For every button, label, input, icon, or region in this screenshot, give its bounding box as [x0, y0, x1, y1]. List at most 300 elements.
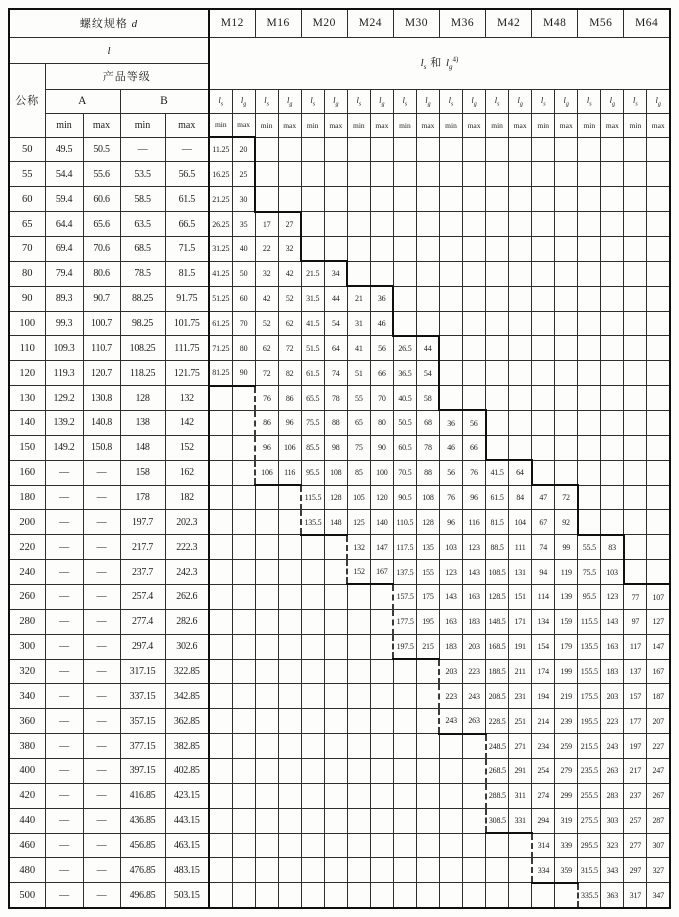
lg-max-cell-m36 — [463, 361, 486, 386]
ls-min-cell-m64 — [624, 311, 647, 336]
lg-max-cell-m30: 108 — [416, 485, 439, 510]
ls-min-cell-m24 — [347, 833, 370, 858]
grade-b-max-cell: — — [165, 137, 209, 162]
ls-min-cell-m56: 215.5 — [578, 734, 601, 759]
grade-a-min-cell: — — [45, 609, 83, 634]
lg-max-cell-m36: 143 — [463, 560, 486, 585]
grade-b-max-cell: 242.3 — [165, 560, 209, 585]
ls-min-cell-m12 — [209, 634, 232, 659]
footnote-ref: 4) — [452, 55, 459, 64]
lg-max-cell-m48: 159 — [555, 609, 578, 634]
lg-max-cell-m42 — [509, 286, 532, 311]
lg-max-cell-m48: 199 — [555, 659, 578, 684]
lg-max-cell-m12 — [232, 858, 255, 883]
table-header — [9, 9, 670, 137]
table-row — [9, 236, 670, 261]
table-row — [9, 808, 670, 833]
header-max-m20: max — [324, 113, 347, 137]
lg-max-cell-m64: 187 — [647, 684, 670, 709]
lg-max-cell-m20: 108 — [324, 460, 347, 485]
lg-max-cell-m56: 303 — [601, 808, 624, 833]
lg-max-cell-m20: 148 — [324, 510, 347, 535]
ls-min-cell-m36: 203 — [439, 659, 462, 684]
ls-min-cell-m64 — [624, 361, 647, 386]
lg-max-cell-m64 — [647, 336, 670, 361]
table-row — [9, 137, 670, 162]
header-min-m42: min — [486, 113, 509, 137]
ls-min-cell-m42 — [486, 336, 509, 361]
lg-max-cell-m16 — [278, 187, 301, 212]
lg-max-cell-m36: 96 — [463, 485, 486, 510]
lg-max-cell-m64 — [647, 435, 670, 460]
grade-a-max-cell: 80.6 — [83, 261, 120, 286]
grade-b-max-cell: 262.6 — [165, 584, 209, 609]
grade-b-max-cell: 56.5 — [165, 162, 209, 187]
ls-min-cell-m36: 183 — [439, 634, 462, 659]
lg-max-cell-m12: 20 — [232, 137, 255, 162]
lg-max-cell-m20: 74 — [324, 361, 347, 386]
lg-max-cell-m20: 34 — [324, 261, 347, 286]
ls-min-cell-m64 — [624, 410, 647, 435]
lg-max-cell-m64 — [647, 286, 670, 311]
lg-max-cell-m16 — [278, 883, 301, 908]
table-row — [9, 286, 670, 311]
grade-a-min-cell: — — [45, 560, 83, 585]
lg-max-cell-m36 — [463, 734, 486, 759]
ls-min-cell-m48 — [532, 286, 555, 311]
ls-min-cell-m42: 41.5 — [486, 460, 509, 485]
lg-max-cell-m36: 116 — [463, 510, 486, 535]
ls-min-cell-m24: 65 — [347, 410, 370, 435]
header-max-m16: max — [278, 113, 301, 137]
lg-max-cell-m36: 123 — [463, 535, 486, 560]
ls-min-cell-m20 — [301, 236, 324, 261]
ls-min-cell-m16 — [255, 162, 278, 187]
lg-max-cell-m42 — [509, 137, 532, 162]
ls-min-cell-m24 — [347, 584, 370, 609]
grade-b-max-cell: 61.5 — [165, 187, 209, 212]
header-size-m16: M16 — [255, 9, 301, 37]
ls-min-cell-m36: 223 — [439, 684, 462, 709]
ls-min-cell-m64 — [624, 535, 647, 560]
lg-max-cell-m64 — [647, 311, 670, 336]
lg-max-cell-m42: 64 — [509, 460, 532, 485]
header-max-m48: max — [555, 113, 578, 137]
lg-max-cell-m20 — [324, 236, 347, 261]
lg-max-cell-m30 — [416, 311, 439, 336]
lg-max-cell-m12 — [232, 584, 255, 609]
ls-min-cell-m42 — [486, 883, 509, 908]
lg-max-cell-m16 — [278, 162, 301, 187]
lg-max-cell-m48: 259 — [555, 734, 578, 759]
ls-min-cell-m56: 275.5 — [578, 808, 601, 833]
nominal-cell: 280 — [9, 609, 45, 634]
grade-a-min-cell: — — [45, 510, 83, 535]
ls-min-cell-m48: 314 — [532, 833, 555, 858]
lg-max-cell-m20 — [324, 808, 347, 833]
lg-max-cell-m56 — [601, 386, 624, 411]
ls-min-cell-m64: 277 — [624, 833, 647, 858]
ls-min-cell-m64 — [624, 336, 647, 361]
ls-min-cell-m20 — [301, 584, 324, 609]
lg-max-cell-m12 — [232, 410, 255, 435]
lg-max-cell-m30: 68 — [416, 410, 439, 435]
ls-min-cell-m56 — [578, 510, 601, 535]
lg-max-cell-m42: 251 — [509, 709, 532, 734]
header-size-m20: M20 — [301, 9, 347, 37]
grade-a-max-cell: 150.8 — [83, 435, 120, 460]
nominal-cell: 55 — [9, 162, 45, 187]
ls-min-cell-m42 — [486, 435, 509, 460]
lg-max-cell-m30 — [416, 783, 439, 808]
table-row — [9, 709, 670, 734]
lg-max-cell-m12 — [232, 659, 255, 684]
lg-max-cell-m16: 96 — [278, 410, 301, 435]
lg-max-cell-m56 — [601, 435, 624, 460]
lg-max-cell-m64 — [647, 535, 670, 560]
lg-max-cell-m48 — [555, 883, 578, 908]
header-max-m42: max — [509, 113, 532, 137]
ls-min-cell-m30: 177.5 — [393, 609, 416, 634]
lg-max-cell-m20: 78 — [324, 386, 347, 411]
ls-min-cell-m12 — [209, 734, 232, 759]
ls-min-cell-m56 — [578, 386, 601, 411]
lg-max-cell-m56: 343 — [601, 858, 624, 883]
ls-min-cell-m36: 123 — [439, 560, 462, 585]
grade-b-min-cell: 138 — [120, 410, 165, 435]
header-lg-m24: $l_g$ — [370, 89, 393, 113]
lg-max-cell-m64: 207 — [647, 709, 670, 734]
ls-min-cell-m36 — [439, 187, 462, 212]
ls-min-cell-m56 — [578, 261, 601, 286]
header-ls-m64: $l_s$ — [624, 89, 647, 113]
ls-min-cell-m42: 61.5 — [486, 485, 509, 510]
lg-max-cell-m16 — [278, 709, 301, 734]
header-lg-m12: $l_g$ — [232, 89, 255, 113]
grade-b-min-cell: 78.5 — [120, 261, 165, 286]
grade-b-max-cell: 463.15 — [165, 833, 209, 858]
ls-min-cell-m20 — [301, 634, 324, 659]
lg-max-cell-m36 — [463, 883, 486, 908]
grade-a-min-cell: 149.2 — [45, 435, 83, 460]
lg-max-cell-m56: 283 — [601, 783, 624, 808]
lg-max-cell-m56 — [601, 460, 624, 485]
ls-min-cell-m48 — [532, 261, 555, 286]
grade-a-max-cell: 130.8 — [83, 386, 120, 411]
ls-min-cell-m36 — [439, 286, 462, 311]
ls-min-cell-m42 — [486, 137, 509, 162]
ls-min-cell-m36 — [439, 808, 462, 833]
ls-min-cell-m20: 85.5 — [301, 435, 324, 460]
lg-max-cell-m56: 163 — [601, 634, 624, 659]
ls-min-cell-m20: 51.5 — [301, 336, 324, 361]
ls-min-cell-m56: 335.5 — [578, 883, 601, 908]
ls-min-cell-m56: 295.5 — [578, 833, 601, 858]
table-row — [9, 386, 670, 411]
lg-max-cell-m48 — [555, 386, 578, 411]
ls-min-cell-m56 — [578, 286, 601, 311]
header-ls-m16: $l_s$ — [255, 89, 278, 113]
thread-spec-label: 螺纹规格 — [79, 18, 128, 31]
lg-max-cell-m36 — [463, 783, 486, 808]
lg-max-cell-m12: 50 — [232, 261, 255, 286]
ls-min-cell-m30: 40.5 — [393, 386, 416, 411]
ls-min-cell-m12 — [209, 435, 232, 460]
grade-b-min-cell: 456.85 — [120, 833, 165, 858]
dimension-table — [8, 8, 671, 909]
lg-max-cell-m20 — [324, 659, 347, 684]
lg-max-cell-m42: 231 — [509, 684, 532, 709]
grade-a-min-cell: — — [45, 684, 83, 709]
ls-min-cell-m16: 96 — [255, 435, 278, 460]
lg-max-cell-m48 — [555, 336, 578, 361]
header-max-m24: max — [370, 113, 393, 137]
grade-b-max-cell: 132 — [165, 386, 209, 411]
grade-a-min-cell: 64.4 — [45, 212, 83, 237]
lg-max-cell-m36: 66 — [463, 435, 486, 460]
ls-min-cell-m24 — [347, 734, 370, 759]
ls-min-cell-m30: 60.5 — [393, 435, 416, 460]
ls-min-cell-m30: 157.5 — [393, 584, 416, 609]
ls-min-cell-m48 — [532, 883, 555, 908]
ls-min-cell-m64 — [624, 286, 647, 311]
nominal-cell: 380 — [9, 734, 45, 759]
lg-max-cell-m42 — [509, 833, 532, 858]
ls-min-cell-m56 — [578, 435, 601, 460]
ls-min-cell-m24 — [347, 709, 370, 734]
ls-min-cell-m56: 315.5 — [578, 858, 601, 883]
header-min-m16: min — [255, 113, 278, 137]
ls-min-cell-m24 — [347, 808, 370, 833]
header-lg-m56: $l_g$ — [601, 89, 624, 113]
ls-min-cell-m36 — [439, 883, 462, 908]
lg-max-cell-m64: 167 — [647, 659, 670, 684]
grade-a-max-cell: — — [83, 709, 120, 734]
ls-min-cell-m64 — [624, 187, 647, 212]
ls-min-cell-m16: 32 — [255, 261, 278, 286]
header-product-grade: 产品等级 — [45, 63, 209, 89]
lg-max-cell-m16 — [278, 560, 301, 585]
lg-max-cell-m36 — [463, 286, 486, 311]
ls-min-cell-m16 — [255, 858, 278, 883]
lg-max-cell-m42 — [509, 858, 532, 883]
ls-min-cell-m30 — [393, 261, 416, 286]
grade-b-min-cell: — — [120, 137, 165, 162]
lg-max-cell-m30: 195 — [416, 609, 439, 634]
ls-min-cell-m24 — [347, 758, 370, 783]
grade-b-max-cell: 222.3 — [165, 535, 209, 560]
lg-max-cell-m48: 92 — [555, 510, 578, 535]
lg-label: l — [445, 57, 450, 70]
ls-min-cell-m24 — [347, 684, 370, 709]
grade-a-max-cell: — — [83, 510, 120, 535]
grade-b-max-cell: 182 — [165, 485, 209, 510]
grade-b-max-cell: 402.85 — [165, 758, 209, 783]
header-size-m30: M30 — [393, 9, 439, 37]
lg-max-cell-m24 — [370, 684, 393, 709]
lg-max-cell-m48 — [555, 286, 578, 311]
grade-a-max-cell: — — [83, 634, 120, 659]
lg-max-cell-m16: 42 — [278, 261, 301, 286]
ls-min-cell-m12: 21.25 — [209, 187, 232, 212]
ls-min-cell-m30 — [393, 858, 416, 883]
ls-min-cell-m56 — [578, 410, 601, 435]
lg-max-cell-m56 — [601, 311, 624, 336]
nominal-cell: 160 — [9, 460, 45, 485]
grade-a-min-cell: 119.3 — [45, 361, 83, 386]
ls-min-cell-m64 — [624, 162, 647, 187]
ls-min-cell-m56 — [578, 236, 601, 261]
table-row — [9, 435, 670, 460]
ls-min-cell-m56 — [578, 485, 601, 510]
lg-max-cell-m36 — [463, 833, 486, 858]
lg-max-cell-m20 — [324, 162, 347, 187]
grade-b-max-cell: 71.5 — [165, 236, 209, 261]
ls-min-cell-m48: 234 — [532, 734, 555, 759]
ls-min-cell-m48: 334 — [532, 858, 555, 883]
ls-min-cell-m20: 65.5 — [301, 386, 324, 411]
ls-min-cell-m56: 255.5 — [578, 783, 601, 808]
lg-max-cell-m24: 66 — [370, 361, 393, 386]
ls-min-cell-m48 — [532, 311, 555, 336]
table-row — [9, 659, 670, 684]
table-row — [9, 311, 670, 336]
ls-min-cell-m30 — [393, 137, 416, 162]
ls-min-cell-m30: 50.5 — [393, 410, 416, 435]
lg-max-cell-m56 — [601, 187, 624, 212]
lg-max-cell-m12 — [232, 883, 255, 908]
lg-max-cell-m24 — [370, 634, 393, 659]
lg-max-cell-m12: 70 — [232, 311, 255, 336]
ls-min-cell-m42: 88.5 — [486, 535, 509, 560]
grade-a-min-cell: — — [45, 535, 83, 560]
lg-max-cell-m64 — [647, 187, 670, 212]
ls-min-cell-m42 — [486, 386, 509, 411]
ls-min-cell-m42: 208.5 — [486, 684, 509, 709]
ls-min-cell-m30: 90.5 — [393, 485, 416, 510]
lg-max-cell-m36 — [463, 261, 486, 286]
grade-a-max-cell: 100.7 — [83, 311, 120, 336]
header-b-min: min — [120, 113, 165, 137]
ls-min-cell-m42 — [486, 833, 509, 858]
table-row — [9, 410, 670, 435]
grade-b-max-cell: 282.6 — [165, 609, 209, 634]
lg-max-cell-m56: 223 — [601, 709, 624, 734]
grade-b-min-cell: 257.4 — [120, 584, 165, 609]
lg-max-cell-m12 — [232, 783, 255, 808]
grade-a-min-cell: 139.2 — [45, 410, 83, 435]
grade-b-min-cell: 237.7 — [120, 560, 165, 585]
lg-max-cell-m30 — [416, 808, 439, 833]
ls-min-cell-m30 — [393, 684, 416, 709]
lg-max-cell-m42: 271 — [509, 734, 532, 759]
table-row — [9, 162, 670, 187]
table-row — [9, 758, 670, 783]
grade-b-min-cell: 53.5 — [120, 162, 165, 187]
lg-max-cell-m24 — [370, 137, 393, 162]
lg-max-cell-m16: 27 — [278, 212, 301, 237]
ls-min-cell-m16: 86 — [255, 410, 278, 435]
lg-max-cell-m24 — [370, 783, 393, 808]
grade-a-max-cell: — — [83, 560, 120, 585]
lg-max-cell-m12 — [232, 758, 255, 783]
ls-min-cell-m48 — [532, 162, 555, 187]
ls-min-cell-m64: 297 — [624, 858, 647, 883]
ls-min-cell-m12: 31.25 — [209, 236, 232, 261]
ls-min-cell-m30 — [393, 311, 416, 336]
lg-max-cell-m48 — [555, 212, 578, 237]
lg-max-cell-m16: 72 — [278, 336, 301, 361]
ls-min-cell-m12 — [209, 460, 232, 485]
ls-min-cell-m56 — [578, 460, 601, 485]
ls-min-cell-m48: 214 — [532, 709, 555, 734]
ls-min-cell-m12: 81.25 — [209, 361, 232, 386]
grade-a-min-cell: 79.4 — [45, 261, 83, 286]
lg-max-cell-m16 — [278, 659, 301, 684]
header-ls-m20: $l_s$ — [301, 89, 324, 113]
lg-max-cell-m42 — [509, 336, 532, 361]
lg-max-cell-m48: 299 — [555, 783, 578, 808]
lg-max-cell-m12 — [232, 734, 255, 759]
header-size-m48: M48 — [532, 9, 578, 37]
lg-max-cell-m56: 323 — [601, 833, 624, 858]
ls-min-cell-m56: 195.5 — [578, 709, 601, 734]
ls-min-cell-m56: 95.5 — [578, 584, 601, 609]
ls-min-cell-m24 — [347, 212, 370, 237]
lg-max-cell-m16 — [278, 684, 301, 709]
ls-min-cell-m56: 75.5 — [578, 560, 601, 585]
lg-max-cell-m12: 90 — [232, 361, 255, 386]
ls-min-cell-m42: 188.5 — [486, 659, 509, 684]
header-ls-m48: $l_s$ — [532, 89, 555, 113]
ls-min-cell-m36 — [439, 311, 462, 336]
grade-b-max-cell: 142 — [165, 410, 209, 435]
table-row — [9, 833, 670, 858]
ls-min-cell-m36 — [439, 212, 462, 237]
table-row — [9, 609, 670, 634]
grade-a-max-cell: — — [83, 783, 120, 808]
lg-max-cell-m36 — [463, 187, 486, 212]
lg-max-cell-m20 — [324, 560, 347, 585]
lg-max-cell-m42 — [509, 361, 532, 386]
ls-min-cell-m30 — [393, 833, 416, 858]
ls-min-cell-m16: 17 — [255, 212, 278, 237]
grade-b-min-cell: 68.5 — [120, 236, 165, 261]
ls-min-cell-m20 — [301, 734, 324, 759]
ls-min-cell-m16: 52 — [255, 311, 278, 336]
ls-min-cell-m20 — [301, 709, 324, 734]
grade-b-min-cell: 178 — [120, 485, 165, 510]
ls-min-cell-m12: 11.25 — [209, 137, 232, 162]
grade-b-min-cell: 277.4 — [120, 609, 165, 634]
ls-min-cell-m16 — [255, 659, 278, 684]
lg-max-cell-m64 — [647, 510, 670, 535]
lg-max-cell-m48 — [555, 460, 578, 485]
grade-a-max-cell: — — [83, 883, 120, 908]
grade-a-min-cell: — — [45, 709, 83, 734]
lg-max-cell-m56 — [601, 236, 624, 261]
table-row — [9, 883, 670, 908]
header-grade-a: A — [45, 89, 120, 113]
ls-min-cell-m20 — [301, 137, 324, 162]
ls-min-cell-m16 — [255, 758, 278, 783]
ls-min-cell-m20: 115.5 — [301, 485, 324, 510]
lg-max-cell-m64: 287 — [647, 808, 670, 833]
ls-min-cell-m20 — [301, 808, 324, 833]
ls-min-cell-m20 — [301, 758, 324, 783]
nominal-cell: 80 — [9, 261, 45, 286]
nominal-cell: 130 — [9, 386, 45, 411]
